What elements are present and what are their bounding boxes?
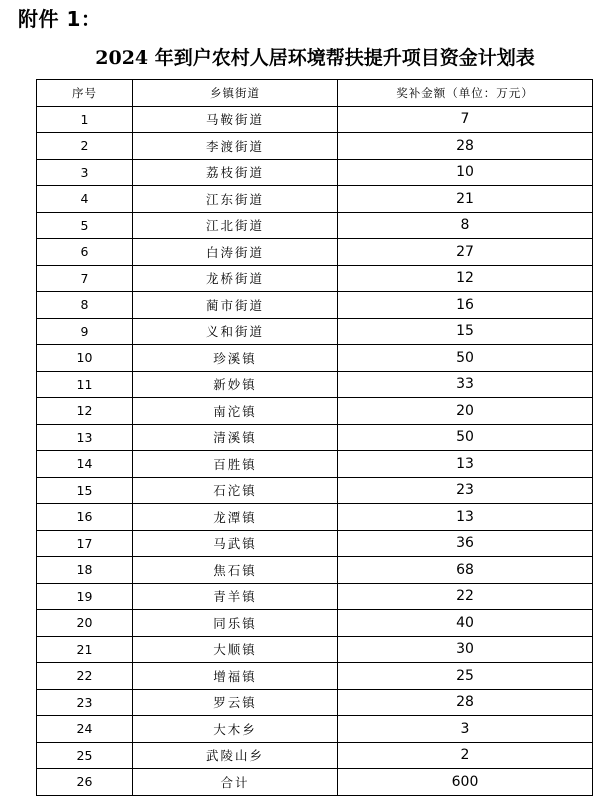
row-town: 李渡街道 <box>133 133 338 160</box>
row-seq: 1 <box>37 106 133 133</box>
table-row <box>37 265 593 292</box>
row-seq: 4 <box>37 186 133 213</box>
row-amount: 28 <box>338 689 593 716</box>
row-seq: 23 <box>37 689 133 716</box>
row-amount: 28 <box>338 133 593 160</box>
row-seq: 10 <box>37 345 133 372</box>
row-seq: 25 <box>37 742 133 769</box>
table-row <box>37 318 593 345</box>
table-row <box>37 530 593 557</box>
row-town: 马鞍街道 <box>133 106 338 133</box>
table-row <box>37 477 593 504</box>
row-seq: 9 <box>37 318 133 345</box>
row-amount: 21 <box>338 186 593 213</box>
row-town: 白涛街道 <box>133 239 338 266</box>
row-seq: 13 <box>37 424 133 451</box>
row-seq: 20 <box>37 610 133 637</box>
table-row <box>37 663 593 690</box>
table-row <box>37 212 593 239</box>
row-amount: 27 <box>338 239 593 266</box>
row-amount: 16 <box>338 292 593 319</box>
table-row <box>37 186 593 213</box>
row-town: 百胜镇 <box>133 451 338 478</box>
table-row <box>37 159 593 186</box>
row-amount: 7 <box>338 106 593 133</box>
row-seq: 24 <box>37 716 133 743</box>
row-town: 江东街道 <box>133 186 338 213</box>
row-town: 石沱镇 <box>133 477 338 504</box>
row-town: 江北街道 <box>133 212 338 239</box>
row-seq: 7 <box>37 265 133 292</box>
row-seq: 11 <box>37 371 133 398</box>
funding-plan-table <box>36 79 593 796</box>
row-seq: 22 <box>37 663 133 690</box>
table-row <box>37 504 593 531</box>
table-row <box>37 133 593 160</box>
table-row <box>37 610 593 637</box>
table-row <box>37 371 593 398</box>
row-seq: 14 <box>37 451 133 478</box>
table-row <box>37 398 593 425</box>
document-title: 2024 年到户农村人居环境帮扶提升项目资金计划表 <box>95 47 535 69</box>
header-town: 乡镇街道 <box>133 80 338 107</box>
row-town: 增福镇 <box>133 663 338 690</box>
header-seq: 序号 <box>37 80 133 107</box>
row-seq: 5 <box>37 212 133 239</box>
row-amount: 22 <box>338 583 593 610</box>
row-town: 荔枝街道 <box>133 159 338 186</box>
table-body <box>37 106 593 795</box>
row-amount: 50 <box>338 345 593 372</box>
attachment-label: 附件 1： <box>18 7 102 31</box>
row-town: 大木乡 <box>133 716 338 743</box>
row-seq: 26 <box>37 769 133 796</box>
row-town: 武陵山乡 <box>133 742 338 769</box>
row-amount: 33 <box>338 371 593 398</box>
table-row <box>37 424 593 451</box>
row-seq: 15 <box>37 477 133 504</box>
table-header-row <box>37 80 593 107</box>
row-town: 清溪镇 <box>133 424 338 451</box>
row-amount: 15 <box>338 318 593 345</box>
row-amount: 12 <box>338 265 593 292</box>
row-town: 罗云镇 <box>133 689 338 716</box>
row-seq: 18 <box>37 557 133 584</box>
table-row <box>37 689 593 716</box>
table-row <box>37 345 593 372</box>
row-amount: 30 <box>338 636 593 663</box>
row-seq: 2 <box>37 133 133 160</box>
row-town: 珍溪镇 <box>133 345 338 372</box>
row-town: 大顺镇 <box>133 636 338 663</box>
table-row <box>37 557 593 584</box>
row-town: 蔺市街道 <box>133 292 338 319</box>
row-amount: 8 <box>338 212 593 239</box>
row-seq: 6 <box>37 239 133 266</box>
row-seq: 8 <box>37 292 133 319</box>
row-amount: 50 <box>338 424 593 451</box>
row-town: 合计 <box>133 769 338 796</box>
row-amount: 40 <box>338 610 593 637</box>
row-amount: 20 <box>338 398 593 425</box>
table-row <box>37 239 593 266</box>
table-row <box>37 292 593 319</box>
row-town: 同乐镇 <box>133 610 338 637</box>
table-row <box>37 636 593 663</box>
table-row <box>37 106 593 133</box>
row-amount: 13 <box>338 451 593 478</box>
row-amount: 600 <box>338 769 593 796</box>
row-town: 南沱镇 <box>133 398 338 425</box>
row-town: 义和街道 <box>133 318 338 345</box>
row-seq: 19 <box>37 583 133 610</box>
row-town: 焦石镇 <box>133 557 338 584</box>
row-seq: 17 <box>37 530 133 557</box>
table-row <box>37 451 593 478</box>
row-amount: 10 <box>338 159 593 186</box>
row-seq: 12 <box>37 398 133 425</box>
row-amount: 25 <box>338 663 593 690</box>
table-row <box>37 583 593 610</box>
row-town: 新妙镇 <box>133 371 338 398</box>
row-town: 青羊镇 <box>133 583 338 610</box>
row-town: 龙桥街道 <box>133 265 338 292</box>
table-row <box>37 716 593 743</box>
row-amount: 3 <box>338 716 593 743</box>
row-amount: 2 <box>338 742 593 769</box>
table-row <box>37 742 593 769</box>
row-seq: 21 <box>37 636 133 663</box>
row-seq: 16 <box>37 504 133 531</box>
row-amount: 36 <box>338 530 593 557</box>
row-town: 龙潭镇 <box>133 504 338 531</box>
header-amount: 奖补金额（单位：万元） <box>338 80 593 107</box>
table-row <box>37 769 593 796</box>
row-amount: 23 <box>338 477 593 504</box>
row-seq: 3 <box>37 159 133 186</box>
row-town: 马武镇 <box>133 530 338 557</box>
row-amount: 68 <box>338 557 593 584</box>
row-amount: 13 <box>338 504 593 531</box>
